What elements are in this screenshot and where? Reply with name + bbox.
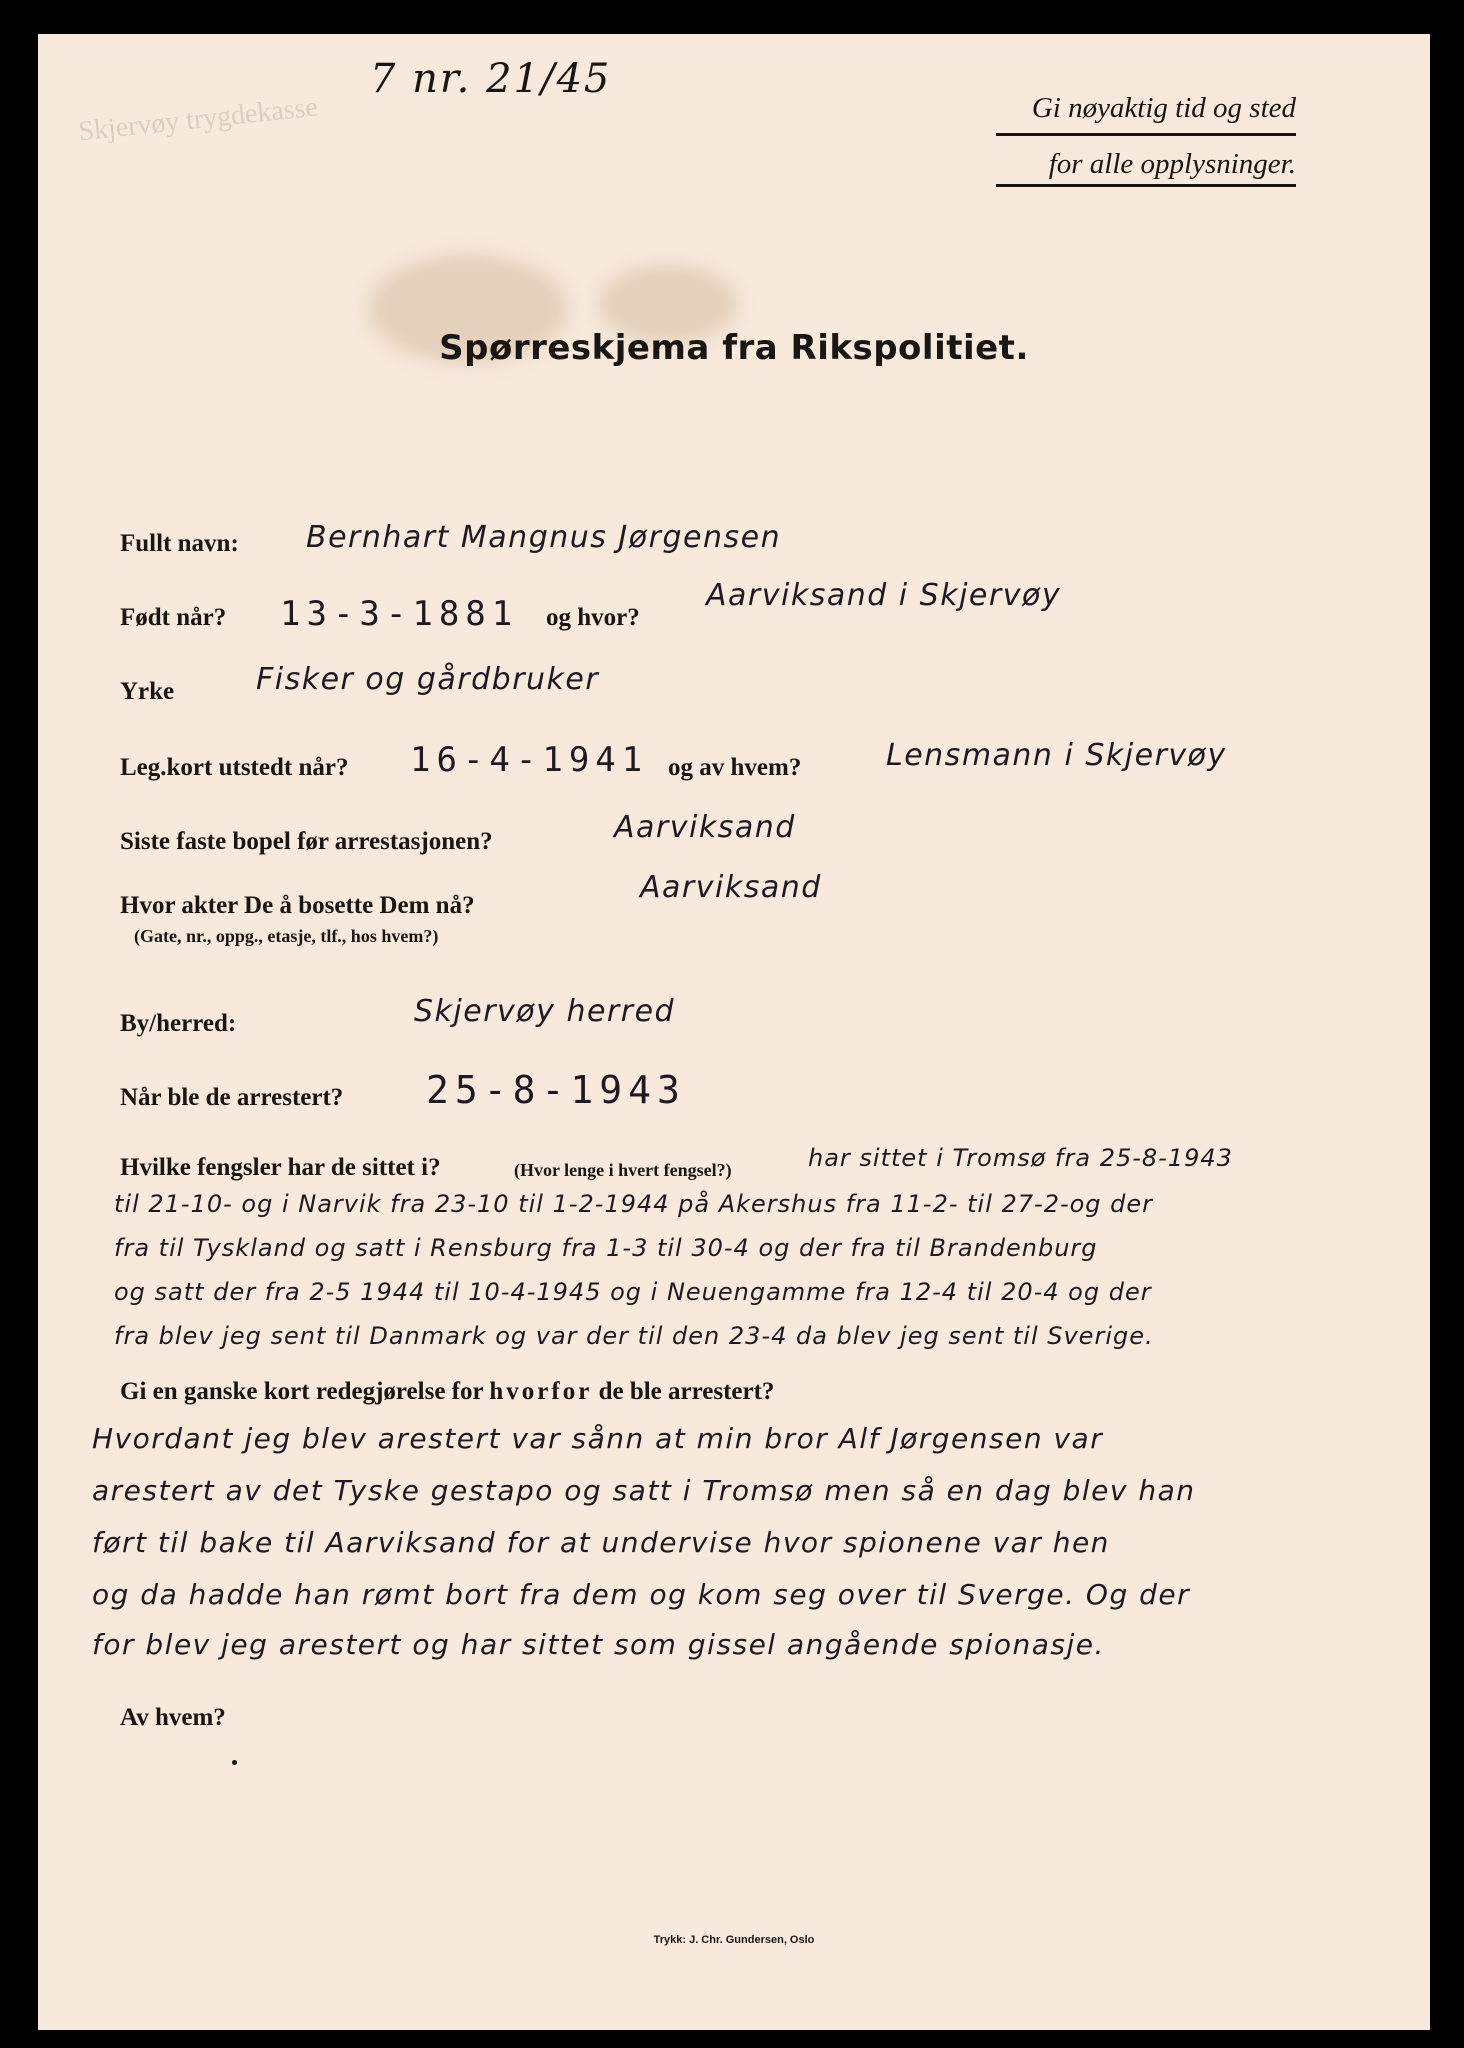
settle-where-value: Aarviksand	[640, 870, 822, 905]
faint-stamp: Skjervøy trygdekasse	[76, 91, 320, 148]
last-address-value: Aarviksand	[614, 810, 796, 845]
settle-where-label: Hvor akter De å bosette Dem nå?	[120, 892, 475, 919]
prisons-line: og satt der fra 2-5 1944 til 10-4-1945 og i Neuengamme fra 12-4 til 20-4 og der	[114, 1278, 1152, 1306]
by-whom-label: Av hvem?	[120, 1704, 226, 1731]
prisons-sublabel: (Hvor lenge i hvert fengsel?)	[514, 1160, 732, 1180]
reason-label-pre: Gi en ganske kort redegjørelse for	[120, 1378, 484, 1405]
full-name-label: Fullt navn:	[120, 530, 239, 557]
notice-underline-2	[996, 184, 1296, 187]
id-issued-when-value: 16-4-1941	[410, 740, 649, 780]
last-address-label: Siste faste bopel før arrestasjonen?	[120, 828, 493, 855]
occupation-value: Fisker og gårdbruker	[256, 662, 600, 697]
reason-line: for blev jeg arestert og har sittet som gissel angående spionasje.	[92, 1628, 1105, 1661]
municipality-label: By/herred:	[120, 1010, 237, 1037]
born-where-label: og hvor?	[546, 604, 640, 631]
form-page	[38, 34, 1430, 2030]
born-when-value: 13-3-1881	[280, 594, 519, 634]
prisons-label: Hvilke fengsler har de sittet i?	[120, 1154, 441, 1181]
reason-line: og da hadde han rømt bort fra dem og kom seg over til Sverge. Og der	[92, 1578, 1191, 1611]
prisons-line: fra blev jeg sent til Danmark og var der til den 23-4 da blev jeg sent til Sverige.	[114, 1322, 1154, 1350]
arrested-when-label: Når ble de arrestert?	[120, 1084, 344, 1111]
reference-note: 7 nr. 21/45	[370, 56, 612, 102]
reason-label-emph: hvorfor	[489, 1378, 593, 1405]
printer-imprint: Trykk: J. Chr. Gundersen, Oslo	[653, 1934, 815, 1946]
ink-dot	[232, 1760, 237, 1765]
id-issued-by-value: Lensmann i Skjervøy	[886, 738, 1227, 773]
settle-where-sublabel: (Gate, nr., oppg., etasje, tlf., hos hvem?)	[134, 926, 439, 946]
notice-underline-1	[996, 133, 1296, 136]
form-title: Spørreskjema fra Rikspolitiet.	[439, 328, 1029, 368]
occupation-label: Yrke	[120, 678, 175, 705]
municipality-value: Skjervøy herred	[414, 994, 676, 1029]
full-name-value: Bernhart Mangnus Jørgensen	[306, 520, 782, 555]
prisons-line: fra til Tyskland og satt i Rensburg fra 1-3 til 30-4 og der fra til Brandenburg	[114, 1234, 1098, 1262]
notice-line-2: for alle opplysninger.	[1048, 148, 1296, 180]
reason-label-post: de ble arrestert?	[598, 1378, 775, 1405]
prisons-line: til 21-10- og i Narvik fra 23-10 til 1-2-1944 på Akershus fra 11-2- til 27-2-og der	[114, 1190, 1154, 1218]
notice-line-1: Gi nøyaktig tid og sted	[1031, 92, 1296, 124]
reason-line: ført til bake til Aarviksand for at undervise hvor spionene var hen	[92, 1526, 1110, 1559]
arrested-when-value: 25-8-1943	[426, 1068, 686, 1112]
id-issued-by-label: og av hvem?	[668, 754, 802, 781]
born-when-label: Født når?	[120, 604, 227, 631]
id-issued-when-label: Leg.kort utstedt når?	[120, 754, 349, 781]
reason-line: arestert av det Tyske gestapo og satt i Tromsø men så en dag blev han	[92, 1474, 1196, 1507]
reason-line: Hvordant jeg blev arestert var sånn at min bror Alf Jørgensen var	[92, 1422, 1104, 1455]
reason-label	[120, 1378, 774, 1406]
born-where-value: Aarviksand i Skjervøy	[706, 578, 1062, 613]
prisons-line: har sittet i Tromsø fra 25-8-1943	[808, 1144, 1233, 1172]
